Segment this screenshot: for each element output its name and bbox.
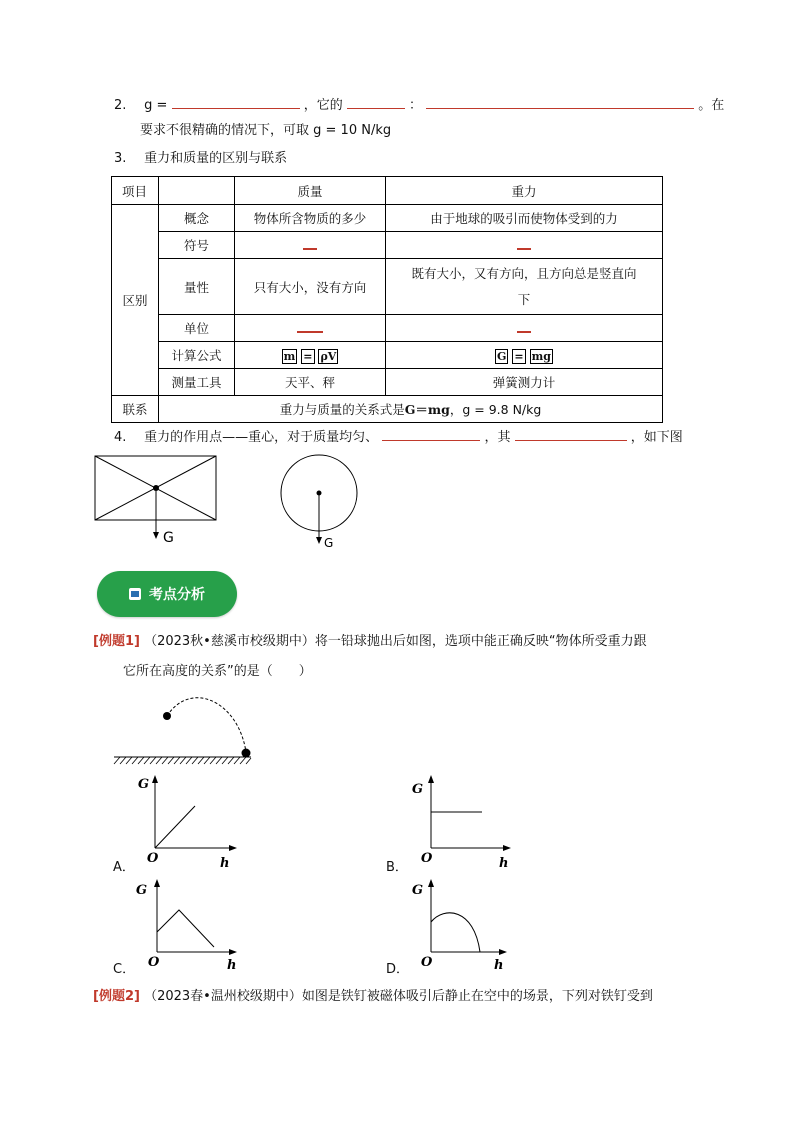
option-c-letter[interactable]: C． [113,962,136,977]
g-label: G [163,530,174,546]
row-label: 单位 [159,315,235,342]
red-answer-mark [517,323,531,333]
example-tag: [例题1] [93,634,140,649]
header-cell: 重力 [386,177,663,205]
mass-gravity-table [111,176,663,423]
relation-text: 重力与质量的关系式是 [279,402,405,417]
fill-blank[interactable] [382,426,480,441]
gravity-cell: 弹簧测力计 [386,369,663,396]
origin-label: O [147,851,159,866]
mass-formula-cell [235,342,386,369]
rectangle-figure [95,456,216,546]
example-source: （2023秋•慈溪市校级期中） [144,634,315,649]
item-number: 3. [114,151,127,166]
item-text: ，其 [484,430,511,445]
header-cell: 质量 [235,177,386,205]
group-label: 区别 [112,205,159,396]
row-label: 量性 [159,259,235,315]
option-c-graph[interactable] [130,870,240,974]
mass-cell: 只有大小，没有方向 [235,259,386,315]
gravity-text: 既有大小，又有方向，且方向总是竖直向 [411,265,637,281]
item-text: ，它的 [303,98,343,113]
relation-formula: G＝mg [404,402,450,417]
option-a-graph[interactable] [130,768,240,872]
fill-blank[interactable] [515,426,627,441]
item-text: 重力和质量的区别与联系 [144,151,288,166]
item-text: ，如下图 [630,430,683,445]
y-axis-label: G [136,883,148,898]
fill-blank[interactable] [426,94,694,109]
example-1-line-2: 它所在高度的关系”的是（ ） [123,664,312,679]
equals-box: = [514,349,524,363]
option-a-letter[interactable]: A． [113,860,135,875]
row-label: 符号 [159,232,235,259]
shot-put-figure [110,696,260,768]
row-label: 概念 [159,205,235,232]
red-answer-mark [517,240,531,250]
red-answer-mark [303,240,317,250]
equals-box: = [303,349,313,363]
item-text: 。在 [698,98,725,113]
y-axis-label: G [412,782,424,797]
mass-cell: 物体所含物质的多少 [235,205,386,232]
x-axis-label: h [227,958,237,973]
gravity-cell[interactable] [386,232,663,259]
example-text: 如图是铁钉被磁体吸引后静止在空中的场景，下列对铁钉受到 [301,989,653,1004]
example-tag: [例题2] [93,989,140,1004]
section-badge [97,571,237,617]
red-answer-mark [297,323,323,333]
relation-label: 联系 [112,396,159,423]
origin-label: O [421,955,433,970]
relation-text: ，g = 9.8 N/kg [449,402,542,417]
item-number: 2. [114,98,127,113]
mass-cell[interactable] [235,315,386,342]
formula-box: ρV [320,349,337,363]
item-text: g = [144,98,168,113]
option-b-letter[interactable]: B． [386,860,408,875]
row-label: 计算公式 [159,342,235,369]
example-text: 将一铅球抛出后如图，选项中能正确反映“物体所受重力跟 [314,634,647,649]
gravity-cell: 由于地球的吸引而使物体受到的力 [386,205,663,232]
gravity-formula-cell [386,342,663,369]
option-b-graph[interactable] [404,768,514,872]
item-2-line-2: 要求不很精确的情况下，可取 g = 10 N/kg [140,123,392,138]
x-axis-label: h [220,856,230,871]
fill-blank[interactable] [172,94,300,109]
circle-figure [281,455,357,550]
row-label: 测量工具 [159,369,235,396]
badge-label: 考点分析 [149,587,205,603]
mass-cell: 天平、秤 [235,369,386,396]
center-of-gravity-figures [90,450,380,555]
item-4-line [114,426,683,448]
formula-box: mg [531,349,551,363]
gravity-cell [386,259,663,315]
mass-cell[interactable] [235,232,386,259]
item-number: 4. [114,430,127,445]
example-source: （2023春•温州校级期中） [144,989,302,1004]
document-icon [129,588,141,600]
item-text: ： [409,98,423,113]
origin-label: O [421,851,433,866]
item-3-title [114,149,287,169]
option-d-letter[interactable]: D． [386,962,410,977]
g-label: G [324,536,334,550]
fill-blank[interactable] [347,94,405,109]
item-2-line-1 [114,94,724,116]
header-cell [159,177,235,205]
header-cell: 项目 [112,177,159,205]
relation-cell [159,396,663,423]
x-axis-label: h [494,958,504,973]
gravity-cell[interactable] [386,315,663,342]
example-2-line-1 [93,987,653,1007]
option-d-graph[interactable] [404,870,514,974]
x-axis-label: h [499,856,509,871]
y-axis-label: G [138,777,150,792]
formula-box: m [283,349,296,363]
y-axis-label: G [412,883,424,898]
example-1-line-1 [93,632,647,652]
gravity-text: 下 [517,291,531,307]
item-text: 重力的作用点——重心，对于质量均匀、 [144,430,379,445]
formula-box: G [497,349,507,363]
origin-label: O [148,955,160,970]
